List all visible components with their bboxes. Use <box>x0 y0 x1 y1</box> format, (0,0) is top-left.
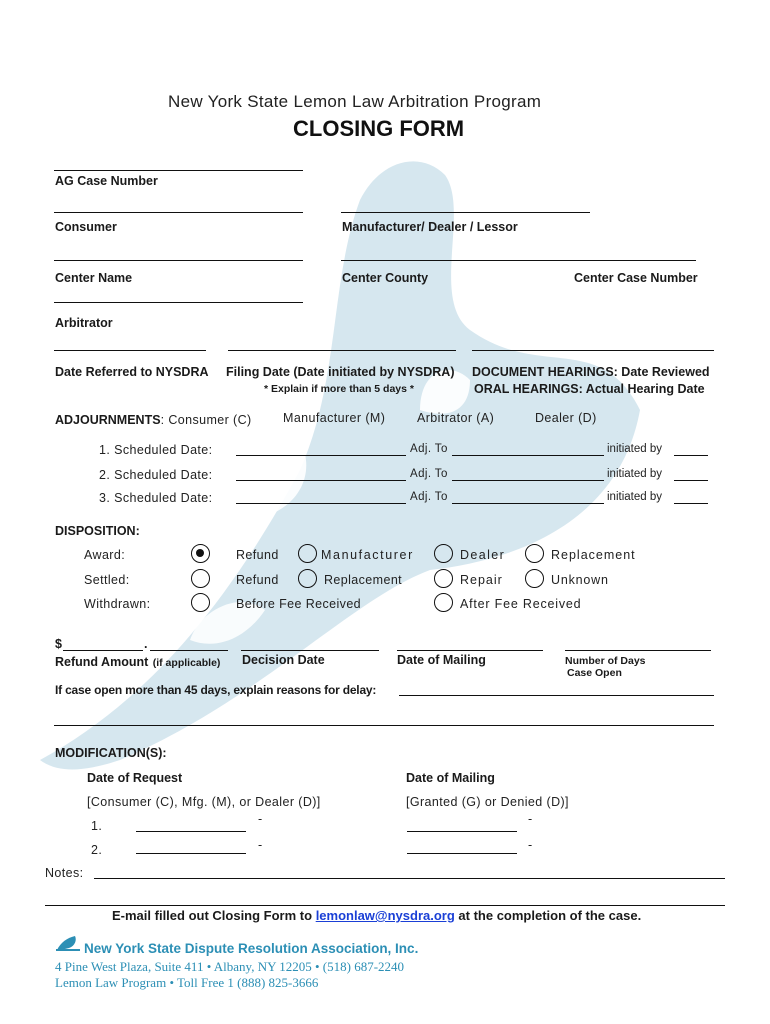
date-of-request-label: Date of Request <box>87 771 183 785</box>
award-dealer-label: Dealer <box>460 548 506 562</box>
email-instruction-pre: E-mail filled out Closing Form to <box>112 908 313 923</box>
adj-arbitrator: Arbitrator (A) <box>417 411 495 425</box>
adj-to-1-line[interactable] <box>452 455 604 456</box>
scheduled-date-2-label: 2. Scheduled Date: <box>99 468 213 482</box>
mod-2-mailing-line[interactable] <box>407 853 517 854</box>
mod-2-dash-b: - <box>528 838 533 852</box>
adjournments-label: ADJOURNMENTS <box>55 413 161 427</box>
initiated-by-1-label: initiated by <box>607 443 662 455</box>
withdrawn-after-fee-label: After Fee Received <box>460 597 582 611</box>
mod-2-dash-a: - <box>258 838 263 852</box>
oral-hearings-label: ORAL HEARINGS: Actual Hearing Date <box>474 382 705 396</box>
decision-date-label: Decision Date <box>242 653 325 667</box>
nysdra-logo-icon <box>55 934 81 952</box>
notes-line[interactable] <box>94 878 725 879</box>
adj-to-2-label: Adj. To <box>410 468 448 480</box>
modifications-label: MODIFICATION(S): <box>55 746 167 760</box>
org-phone: Lemon Law Program • Toll Free 1 (888) 825-3666 <box>55 975 319 990</box>
award-label: Award: <box>84 548 126 562</box>
mailing-options: [Granted (G) or Denied (D)] <box>406 795 569 809</box>
hearing-date-line[interactable] <box>472 350 714 351</box>
arbitrator-line[interactable] <box>54 302 303 303</box>
center-name-line[interactable] <box>54 260 303 261</box>
award-replacement-label: Replacement <box>551 548 636 562</box>
manufacturer-line[interactable] <box>341 212 590 213</box>
decimal-point: . <box>144 637 148 651</box>
ag-case-number-label: AG Case Number <box>55 174 158 188</box>
withdrawn-before-fee-radio[interactable] <box>191 593 210 612</box>
refund-cents-line[interactable] <box>150 650 228 651</box>
award-refund-label: Refund <box>236 548 279 562</box>
date-of-mailing-label: Date of Mailing <box>397 653 486 667</box>
center-case-number-label: Center Case Number <box>574 271 698 285</box>
initiated-by-1-line[interactable] <box>674 455 708 456</box>
email-link[interactable]: lemonlaw@nysdra.org <box>315 908 455 923</box>
adj-to-3-label: Adj. To <box>410 491 448 503</box>
withdrawn-label: Withdrawn: <box>84 597 151 611</box>
withdrawn-after-fee-radio[interactable] <box>434 593 453 612</box>
settled-repair-radio[interactable] <box>434 569 453 588</box>
form-title: CLOSING FORM <box>293 116 465 141</box>
initiated-by-3-line[interactable] <box>674 503 708 504</box>
scheduled-date-1-label: 1. Scheduled Date: <box>99 443 213 457</box>
adj-to-3-line[interactable] <box>452 503 604 504</box>
delay-reason-line-2[interactable] <box>54 725 714 726</box>
arbitrator-label: Arbitrator <box>55 316 113 330</box>
award-refund-radio[interactable] <box>191 544 210 563</box>
scheduled-date-1-line[interactable] <box>236 455 406 456</box>
refund-dollars-line[interactable] <box>63 650 143 651</box>
mod-1-dash-a: - <box>258 812 263 826</box>
disposition-label: DISPOSITION: <box>55 524 140 538</box>
mod-1-request-line[interactable] <box>136 831 246 832</box>
adj-to-1-label: Adj. To <box>410 443 448 455</box>
notes-label: Notes: <box>45 866 84 880</box>
center-name-label: Center Name <box>55 271 133 285</box>
email-instruction-post: at the completion of the case. <box>458 908 642 923</box>
delay-reason-line-1[interactable] <box>399 695 714 696</box>
days-open-label-2: Case Open <box>567 667 622 679</box>
filing-note: * Explain if more than 5 days * <box>264 383 414 395</box>
center-county-label: Center County <box>342 271 429 285</box>
days-open-label-1: Number of Days <box>565 655 646 667</box>
award-manufacturer-label: Manufacturer <box>321 548 414 562</box>
adj-to-2-line[interactable] <box>452 480 604 481</box>
filing-date-label: Filing Date (Date initiated by NYSDRA) <box>226 365 455 379</box>
scheduled-date-3-line[interactable] <box>236 503 406 504</box>
settled-refund-radio[interactable] <box>191 569 210 588</box>
org-name: New York State Dispute Resolution Association, Inc. <box>84 941 419 956</box>
document-hearings-label: DOCUMENT HEARINGS: Date Reviewed <box>472 365 710 379</box>
settled-label: Settled: <box>84 573 130 587</box>
days-open-line[interactable] <box>565 650 711 651</box>
manufacturer-label: Manufacturer/ Dealer / Lessor <box>342 220 518 234</box>
filing-date-line[interactable] <box>228 350 456 351</box>
delay-reason-label: If case open more than 45 days, explain reasons for delay: <box>55 683 377 697</box>
mod-row-1-label: 1. <box>91 819 103 833</box>
program-name: New York State Lemon Law Arbitration Program <box>168 92 542 111</box>
settled-replacement-label: Replacement <box>324 573 403 587</box>
mod-1-mailing-line[interactable] <box>407 831 517 832</box>
adj-consumer: Consumer (C) <box>168 413 252 427</box>
initiated-by-2-label: initiated by <box>607 468 662 480</box>
date-referred-line[interactable] <box>54 350 206 351</box>
settled-refund-label: Refund <box>236 573 279 587</box>
settled-repair-label: Repair <box>460 573 503 587</box>
scheduled-date-2-line[interactable] <box>236 480 406 481</box>
footer-divider <box>45 905 725 906</box>
scheduled-date-3-label: 3. Scheduled Date: <box>99 491 213 505</box>
date-of-mailing-line[interactable] <box>397 650 543 651</box>
request-options: [Consumer (C), Mfg. (M), or Dealer (D)] <box>87 795 321 809</box>
dollar-sign: $ <box>55 637 62 651</box>
org-address: 4 Pine West Plaza, Suite 411 • Albany, NY 12205 • (518) 687-2240 <box>55 959 405 974</box>
ag-case-number-line[interactable] <box>54 170 303 171</box>
settled-unknown-label: Unknown <box>551 573 609 587</box>
initiated-by-2-line[interactable] <box>674 480 708 481</box>
settled-unknown-radio[interactable] <box>525 569 544 588</box>
mod-date-of-mailing-label: Date of Mailing <box>406 771 495 785</box>
award-dealer-radio[interactable] <box>434 544 453 563</box>
adj-manufacturer: Manufacturer (M) <box>283 411 386 425</box>
initiated-by-3-label: initiated by <box>607 491 662 503</box>
award-manufacturer-radio[interactable] <box>298 544 317 563</box>
date-referred-label: Date Referred to NYSDRA <box>55 365 209 379</box>
withdrawn-before-fee-label: Before Fee Received <box>236 597 362 611</box>
mod-2-request-line[interactable] <box>136 853 246 854</box>
refund-amount-label: Refund Amount <box>55 655 149 669</box>
refund-amount-caption <box>55 653 220 671</box>
decision-date-line[interactable] <box>241 650 379 651</box>
adj-dealer: Dealer (D) <box>535 411 597 425</box>
adjournments-row: ADJOURNMENTS: Consumer (C) <box>55 413 252 427</box>
award-replacement-radio[interactable] <box>525 544 544 563</box>
center-county-line[interactable] <box>341 260 696 261</box>
consumer-line[interactable] <box>54 212 303 213</box>
consumer-label: Consumer <box>55 220 117 234</box>
mod-1-dash-b: - <box>528 812 533 826</box>
settled-replacement-radio[interactable] <box>298 569 317 588</box>
email-instruction <box>112 908 641 923</box>
mod-row-2-label: 2. <box>91 843 103 857</box>
if-applicable-note: (if applicable) <box>152 657 221 669</box>
